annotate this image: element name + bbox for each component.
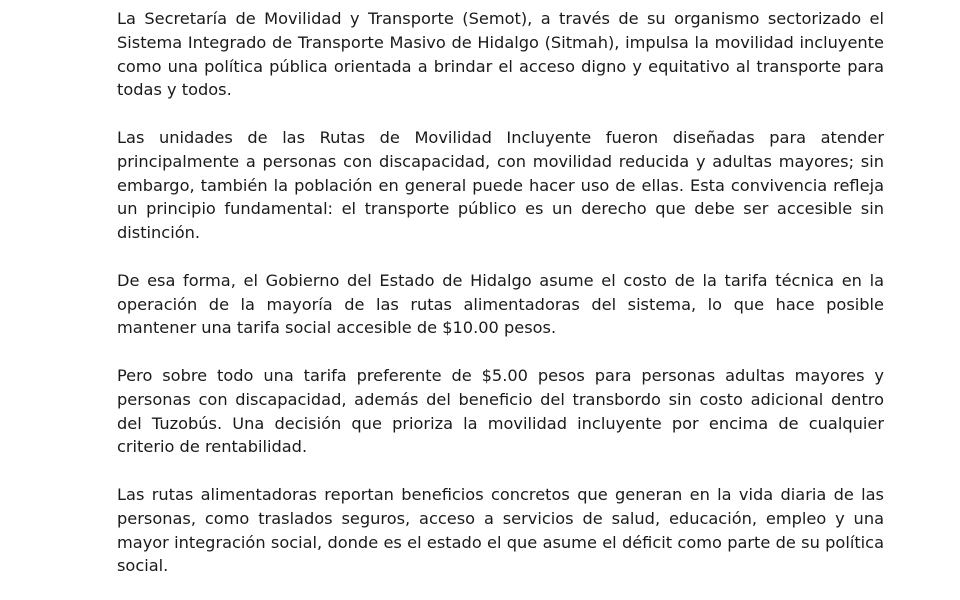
paragraph-intro: La Secretaría de Movilidad y Transporte (Semot), a través de su organismo sectorizado el Sistema Integrado de Transporte Masivo de Hidalgo (Sitmah), impulsa la movilidad incluyente como una política pública orientada a brindar el acceso digno y equitativo al transporte para todas y todos. [117,9,884,100]
article-body [117,7,884,578]
paragraph-preferential-fare: Pero sobre todo una tarifa preferente de $5.00 pesos para personas adultas mayores y personas con discapacidad, además del beneficio del transbordo sin costo adicional dentro del Tuzobús. Una decisión que prioriza la movilidad incluyente por encima de cualquier criterio de rentabilidad. [117,365,884,457]
paragraph-benefits: Las rutas alimentadoras reportan beneficios concretos que generan en la vida diaria de las personas, como traslados seguros, acceso a servicios de salud, educación, empleo y una mayor integración social, donde es el estado el que asume el déficit como parte de su política social. [117,484,884,576]
paragraph-units: Las unidades de las Rutas de Movilidad Incluyente fueron diseñadas para atender principalmente a personas con discapacidad, con movilidad reducida y adultas mayores; sin embargo, también la población en general puede hacer uso de ellas. Esta convivencia refleja un principio fundamental: el transporte público es un derecho que debe ser accesible sin distinción. [117,127,884,243]
paragraph-tariff: De esa forma, el Gobierno del Estado de Hidalgo asume el costo de la tarifa técnica en la operación de la mayoría de las rutas alimentadoras del sistema, lo que hace posible mantener una tarifa social accesible de $10.00 pesos. [117,270,884,338]
